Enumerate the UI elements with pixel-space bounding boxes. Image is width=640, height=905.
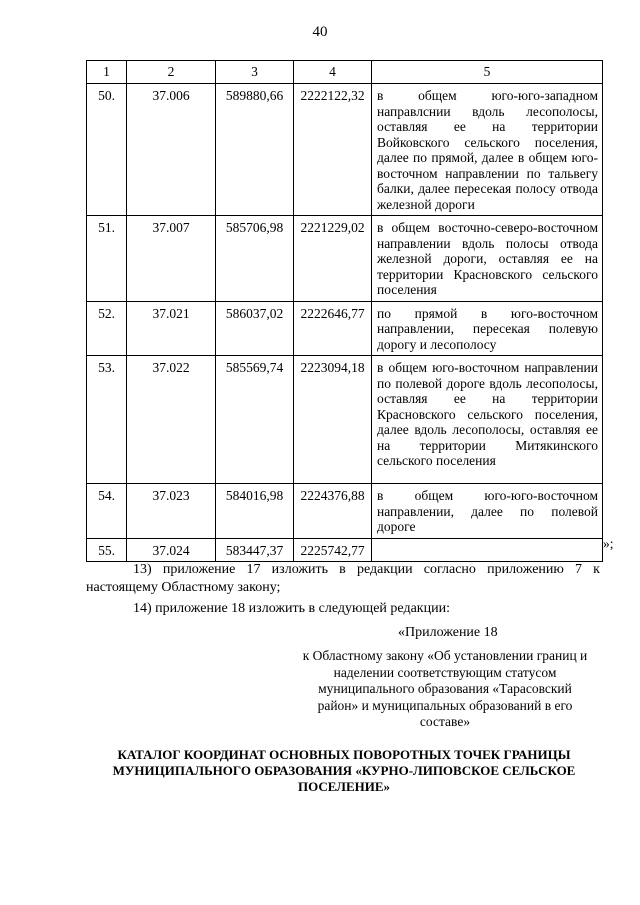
coord-x: 585706,98 (216, 216, 294, 302)
header-cell: 4 (294, 61, 372, 84)
header-cell: 2 (127, 61, 216, 84)
table-row (87, 301, 603, 356)
boundary-description: по прямой в юго-восточном направлении, пересекая полевую дорогу и лесополосу (372, 301, 603, 356)
point-id: 37.023 (127, 484, 216, 539)
row-number: 53. (87, 356, 127, 484)
table-row (87, 216, 603, 302)
row-number: 54. (87, 484, 127, 539)
point-id: 37.021 (127, 301, 216, 356)
paragraph-14: 14) приложение 18 изложить в следующей редакции: (133, 601, 450, 616)
page-number: 40 (312, 24, 328, 40)
row-number: 51. (87, 216, 127, 302)
header-cell: 5 (372, 61, 603, 84)
header-cell: 1 (87, 61, 127, 84)
catalog-title: КАТАЛОГ КООРДИНАТ ОСНОВНЫХ ПОВОРОТНЫХ ТОЧЕК ГРАНИЦЫ МУНИЦИПАЛЬНОГО ОБРАЗОВАНИЯ «КУРНО-ЛИПОВСКОЕ СЕЛЬСКОЕ ПОСЕЛЕНИЕ» (112, 747, 576, 794)
coord-y: 2223094,18 (294, 356, 372, 484)
coord-x: 584016,98 (216, 484, 294, 539)
boundary-description: в общем восточно-северо-восточном направлении вдоль полосы отвода железной дороги, оставляя ее на территории Красновского сельского поселения (372, 216, 603, 302)
table-row (87, 539, 603, 562)
row-number: 52. (87, 301, 127, 356)
table-header-row (87, 61, 603, 84)
row-number: 50. (87, 84, 127, 216)
coord-x: 585569,74 (216, 356, 294, 484)
coord-y: 2221229,02 (294, 216, 372, 302)
table-row (87, 484, 603, 539)
boundary-description: в общем юго-восточном направлении по полевой дороге вдоль лесополосы, оставляя ее на территории Красновского сельского поселения, далее вдоль лесополосы, оставляя ее на территории Митякинского сельского поселения (372, 356, 603, 484)
coord-y: 2224376,88 (294, 484, 372, 539)
paragraph-13: 13) приложение 17 изложить в редакции согласно приложению 7 к настоящему Областному закону; (86, 562, 600, 595)
coord-x: 586037,02 (216, 301, 294, 356)
header-cell: 3 (216, 61, 294, 84)
coord-x: 583447,37 (216, 539, 294, 562)
table-row (87, 84, 603, 216)
coord-y: 2222646,77 (294, 301, 372, 356)
table-row (87, 356, 603, 484)
boundary-description: в общем юго-юго-восточном направлении, далее по полевой дороге (372, 484, 603, 539)
row-number: 55. (87, 539, 127, 562)
appendix-title: «Приложение 18 (398, 625, 498, 640)
point-id: 37.006 (127, 84, 216, 216)
point-id: 37.007 (127, 216, 216, 302)
coord-y: 2225742,77 (294, 539, 372, 562)
table-closing-quote: »; (603, 536, 614, 551)
boundary-description (372, 539, 603, 562)
coord-x: 589880,66 (216, 84, 294, 216)
coord-y: 2222122,32 (294, 84, 372, 216)
appendix-caption: к Областному закону «Об установлении границ и наделении соответствующим статусом муниципального образования «Тарасовский район» и муниципальных образований в его составе» (302, 648, 588, 729)
boundary-description: в общем юго-юго-западном направлснии вдоль лесополосы, оставляя ее на территории Войковского сельского поселения, далее по прямой, далее в общем юго-восточном направлении по тальвегу балки, далее пересекая полосу отвода железной дороги (372, 84, 603, 216)
point-id: 37.024 (127, 539, 216, 562)
point-id: 37.022 (127, 356, 216, 484)
coordinates-table (86, 60, 603, 562)
